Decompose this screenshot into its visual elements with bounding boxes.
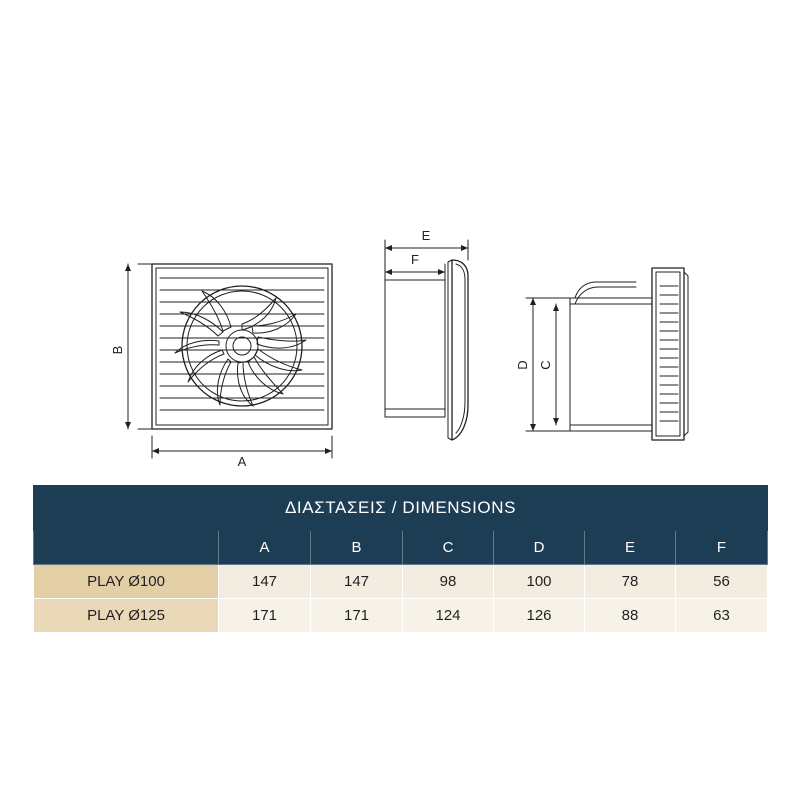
- cell-play125-E: 88: [585, 599, 676, 633]
- label-A: A: [237, 454, 247, 469]
- table-title: ΔΙΑΣΤΑΣΕΙΣ / DIMENSIONS: [34, 486, 768, 531]
- header-cell-A: A: [219, 531, 311, 565]
- row-model-play-100: PLAY Ø100: [34, 565, 219, 599]
- table-row: [34, 565, 768, 599]
- cell-play100-F: 56: [676, 565, 768, 599]
- label-F: F: [411, 252, 419, 267]
- header-cell-C: C: [403, 531, 494, 565]
- cell-play100-C: 98: [403, 565, 494, 599]
- table-title-row: [34, 486, 768, 531]
- cell-play125-C: 124: [403, 599, 494, 633]
- label-E: E: [421, 228, 431, 243]
- header-cell-D: D: [494, 531, 585, 565]
- cell-play125-A: 171: [219, 599, 311, 633]
- front-view-group: [125, 264, 332, 458]
- cell-play100-A: 147: [219, 565, 311, 599]
- side-view-group: [385, 240, 468, 440]
- table-row: [34, 599, 768, 633]
- header-cell-F: F: [676, 531, 768, 565]
- label-B: B: [110, 345, 125, 355]
- cell-play100-E: 78: [585, 565, 676, 599]
- cell-play125-B: 171: [311, 599, 403, 633]
- dimensions-table: [33, 485, 768, 633]
- cell-play100-B: 147: [311, 565, 403, 599]
- cell-play125-F: 63: [676, 599, 768, 633]
- drawings-svg: [0, 200, 800, 490]
- header-cell-blank: [34, 531, 219, 565]
- cell-play100-D: 100: [494, 565, 585, 599]
- header-cell-B: B: [311, 531, 403, 565]
- technical-drawings: [0, 200, 800, 490]
- table-header-row: [34, 531, 768, 565]
- cell-play125-D: 126: [494, 599, 585, 633]
- header-cell-E: E: [585, 531, 676, 565]
- row-model-play-125: PLAY Ø125: [34, 599, 219, 633]
- label-C: C: [538, 360, 553, 370]
- back-view-group: [526, 268, 688, 440]
- label-D: D: [515, 360, 530, 370]
